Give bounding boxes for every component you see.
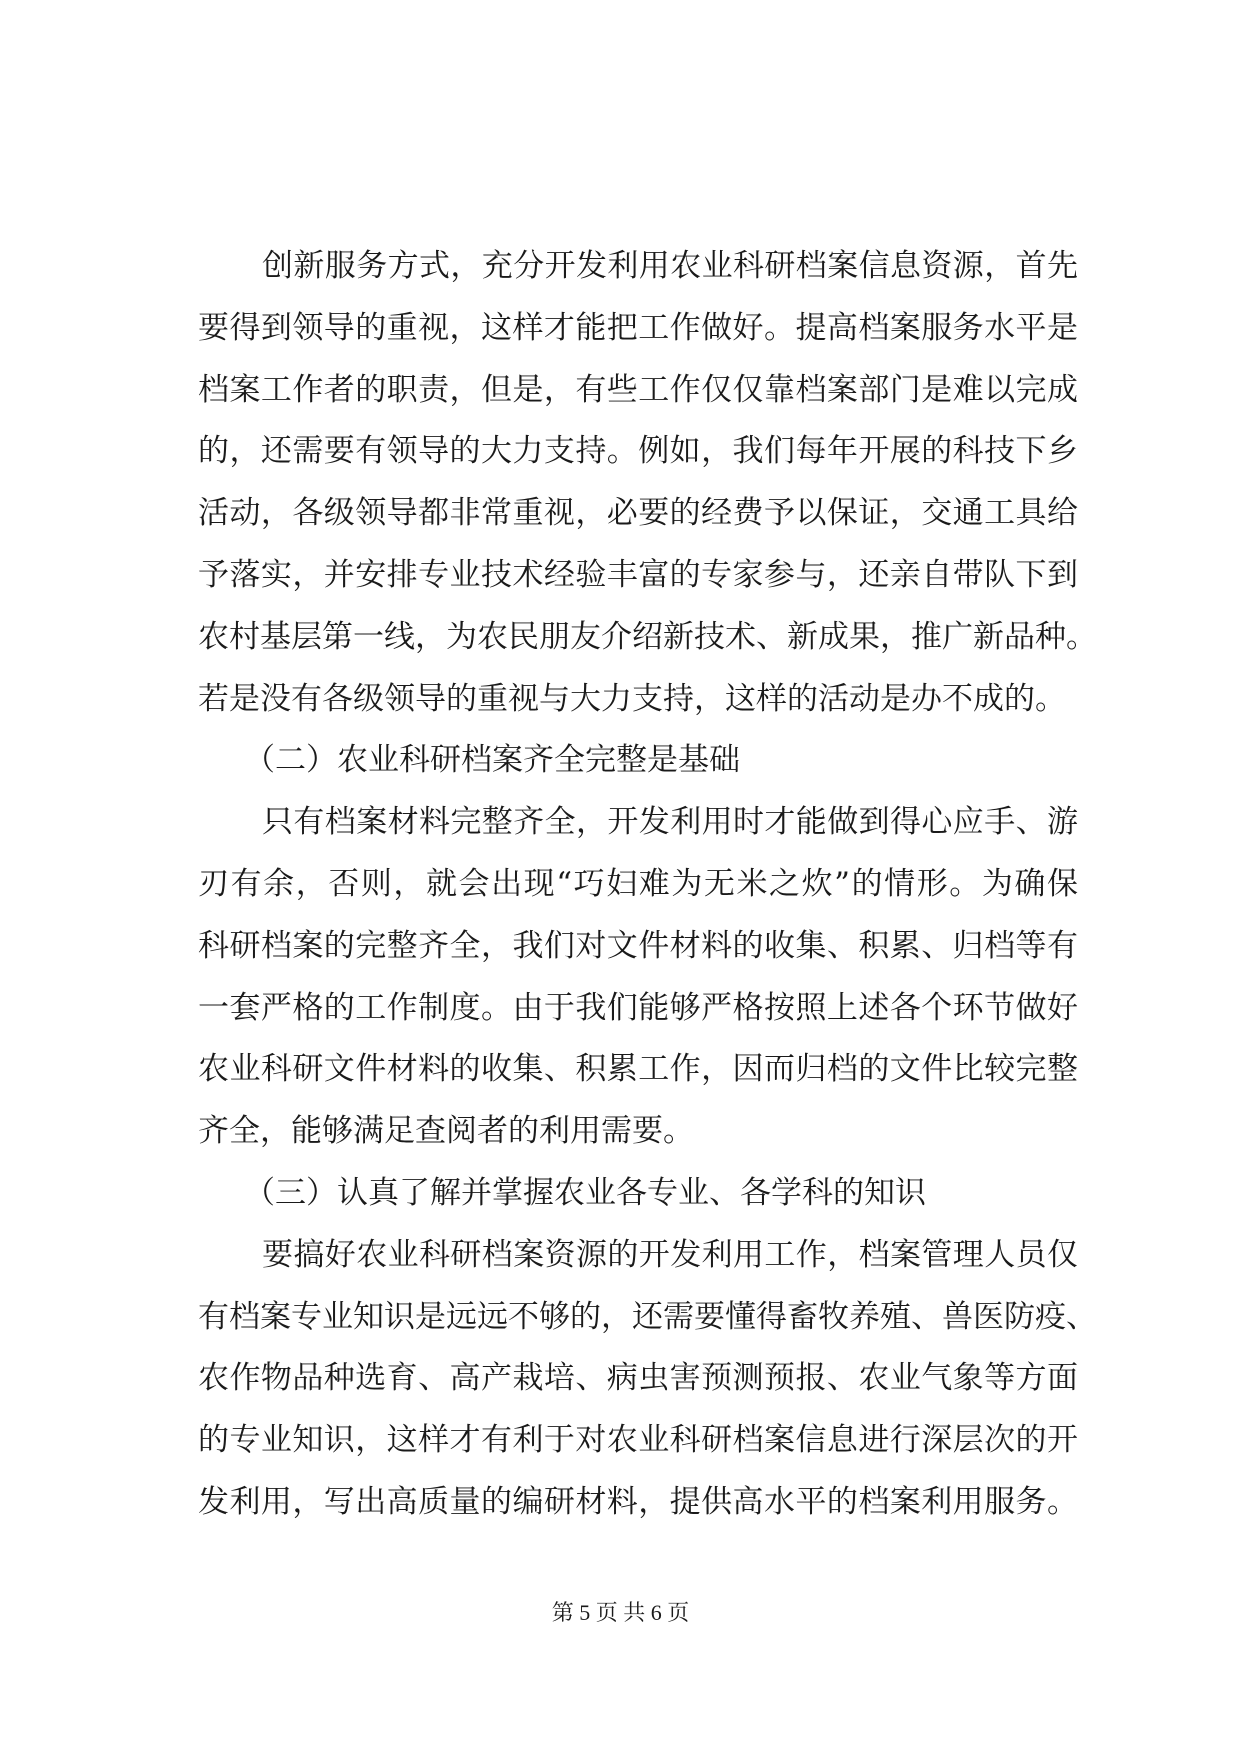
section-heading: （二）农业科研档案齐全完整是基础 [244,742,740,779]
paragraph-line: 农作物品种选育、高产栽培、病虫害预测预报、农业气象等方面 [198,1360,1078,1397]
section-heading: （三）认真了解并掌握农业各专业、各学科的知识 [244,1174,926,1211]
paragraph-line: 科研档案的完整齐全，我们对文件材料的收集、积累、归档等有 [198,927,1078,964]
paragraph-line: 予落实，并安排专业技术经验丰富的专家参与，还亲自带队下到 [198,556,1078,593]
paragraph-line: 要搞好农业科研档案资源的开发利用工作，档案管理人员仅 [262,1236,1078,1273]
paragraph-line: 农村基层第一线，为农民朋友介绍新技术、新成果，推广新品种。 [198,618,1097,655]
paragraph-line: 的，还需要有领导的大力支持。例如，我们每年开展的科技下乡 [198,433,1078,470]
paragraph-line: 活动，各级领导都非常重视，必要的经费予以保证，交通工具给 [198,495,1078,532]
paragraph-line: 刃有余，否则，就会出现“巧妇难为无米之炊”的情形。为确保 [198,865,1078,902]
paragraph-line: 农业科研文件材料的收集、积累工作，因而归档的文件比较完整 [198,1051,1078,1088]
paragraph-line: 一套严格的工作制度。由于我们能够严格按照上述各个环节做好 [198,989,1078,1026]
page-number-footer: 第 5 页 共 6 页 [551,1600,690,1625]
paragraph-line: 若是没有各级领导的重视与大力支持，这样的活动是办不成的。 [198,680,1066,717]
document-body [198,236,1097,1534]
paragraph-line: 有档案专业知识是远远不够的，还需要懂得畜牧养殖、兽医防疫、 [198,1298,1097,1335]
paragraph-line: 要得到领导的重视，这样才能把工作做好。提高档案服务水平是 [198,309,1078,346]
paragraph-line: 创新服务方式，充分开发利用农业科研档案信息资源，首先 [262,248,1078,284]
paragraph-line: 齐全，能够满足查阅者的利用需要。 [198,1113,694,1150]
paragraph-line: 只有档案材料完整齐全，开发利用时才能做到得心应手、游 [262,804,1078,841]
paragraph-line: 的专业知识，这样才有利于对农业科研档案信息进行深层次的开 [198,1422,1078,1459]
paragraph-line: 档案工作者的职责，但是，有些工作仅仅靠档案部门是难以完成 [198,371,1078,408]
paragraph-line: 发利用，写出高质量的编研材料，提供高水平的档案利用服务。 [198,1483,1078,1520]
